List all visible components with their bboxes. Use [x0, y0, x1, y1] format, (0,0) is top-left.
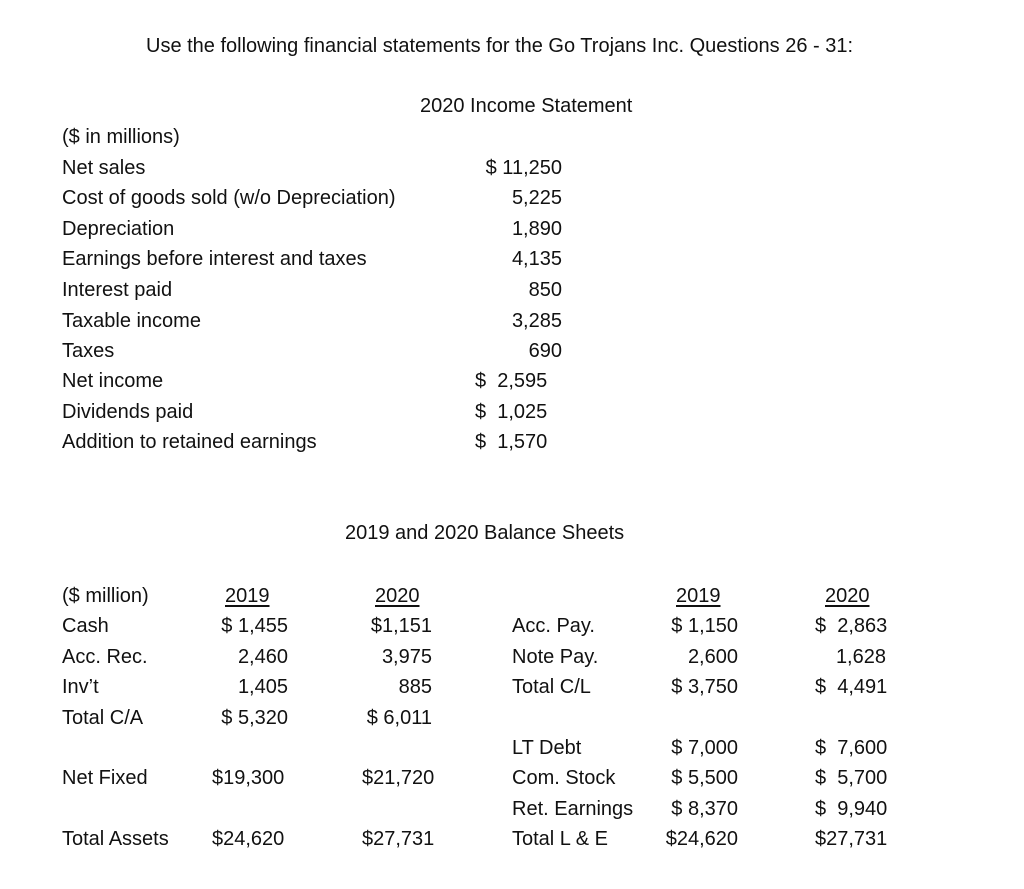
liability-row-2020: $ 4,491 — [815, 676, 888, 698]
liability-row-2020: $ 2,863 — [815, 615, 888, 637]
liability-row-2020: $ 7,600 — [815, 737, 888, 759]
income-row-label: Interest paid — [62, 279, 173, 301]
liability-row-label: LT Debt — [512, 737, 582, 759]
income-row-label: Net income — [62, 370, 164, 392]
liability-row-2019: $ 3,750 — [671, 676, 738, 698]
asset-row-label: Total C/A — [62, 707, 144, 729]
asset-row-2020: $ 6,011 — [366, 707, 432, 729]
income-row-label: Taxes — [62, 340, 115, 362]
liability-row-2020: $ 9,940 — [815, 798, 888, 820]
total-assets-2020: $27,731 — [362, 828, 435, 850]
liability-row-2019: 2,600 — [687, 646, 738, 668]
liability-row-label: Total C/L — [512, 676, 591, 698]
asset-row-2019: 2,460 — [237, 646, 288, 668]
income-row-value: $ 1,570 — [475, 431, 548, 453]
asset-row-2020: 885 — [398, 676, 432, 698]
liability-row-label: Ret. Earnings — [512, 798, 634, 820]
income-row-label: Depreciation — [62, 218, 175, 240]
liability-row-2019: $ 7,000 — [671, 737, 738, 759]
assets-header-2019: 2019 — [225, 585, 270, 607]
asset-row-2019: $ 5,320 — [221, 707, 288, 729]
asset-row-label: Cash — [62, 615, 109, 637]
income-row-value: 3,285 — [511, 310, 562, 332]
income-row-label: Taxable income — [62, 310, 201, 332]
asset-row-2019: $ 1,455 — [221, 615, 288, 637]
income-row-label: Addition to retained earnings — [62, 431, 317, 453]
net-fixed-label: Net Fixed — [62, 767, 148, 789]
income-row-value: $ 11,250 — [485, 157, 562, 179]
liability-row-2019: $ 5,500 — [671, 767, 738, 789]
income-row-label: Net sales — [62, 157, 146, 179]
income-statement-unit-note: ($ in millions) — [62, 126, 180, 148]
assets-header-label: ($ million) — [62, 585, 149, 607]
income-row-value: 5,225 — [511, 187, 562, 209]
total-assets-label: Total Assets — [62, 828, 169, 850]
assets-header-2020: 2020 — [375, 585, 420, 607]
income-row-value: 850 — [528, 279, 562, 301]
liability-row-2020: $27,731 — [815, 828, 888, 850]
net-fixed-2020: $21,720 — [362, 767, 435, 789]
income-statement-title: 2020 Income Statement — [420, 95, 633, 117]
income-row-value: $ 1,025 — [475, 401, 548, 423]
liability-row-2020: $ 5,700 — [815, 767, 888, 789]
liability-row-2019: $ 1,150 — [671, 615, 738, 637]
income-row-value: $ 2,595 — [475, 370, 548, 392]
asset-row-label: Inv’t — [62, 676, 99, 698]
asset-row-2020: 3,975 — [381, 646, 432, 668]
intro-text: Use the following financial statements for the Go Trojans Inc. Questions 26 - 31: — [146, 35, 854, 57]
income-row-label: Dividends paid — [62, 401, 194, 423]
liability-row-label: Total L & E — [512, 828, 608, 850]
liabilities-header-2019: 2019 — [676, 585, 721, 607]
liability-row-2019: $24,620 — [665, 828, 738, 850]
income-row-value: 1,890 — [511, 218, 562, 240]
liabilities-header-2020: 2020 — [825, 585, 870, 607]
income-row-label: Earnings before interest and taxes — [62, 248, 367, 270]
liability-row-label: Com. Stock — [512, 767, 616, 789]
total-assets-2019: $24,620 — [212, 828, 285, 850]
asset-row-2019: 1,405 — [237, 676, 288, 698]
liability-row-label: Note Pay. — [512, 646, 599, 668]
income-row-value: 690 — [528, 340, 562, 362]
asset-row-label: Acc. Rec. — [62, 646, 148, 668]
income-row-value: 4,135 — [511, 248, 562, 270]
liability-row-label: Acc. Pay. — [512, 615, 595, 637]
net-fixed-2019: $19,300 — [212, 767, 285, 789]
liability-row-2019: $ 8,370 — [671, 798, 738, 820]
balance-sheet-title: 2019 and 2020 Balance Sheets — [345, 522, 625, 544]
asset-row-2020: $1,151 — [370, 615, 432, 637]
liability-row-2020: 1,628 — [835, 646, 886, 668]
income-row-label: Cost of goods sold (w/o Depreciation) — [62, 187, 396, 209]
